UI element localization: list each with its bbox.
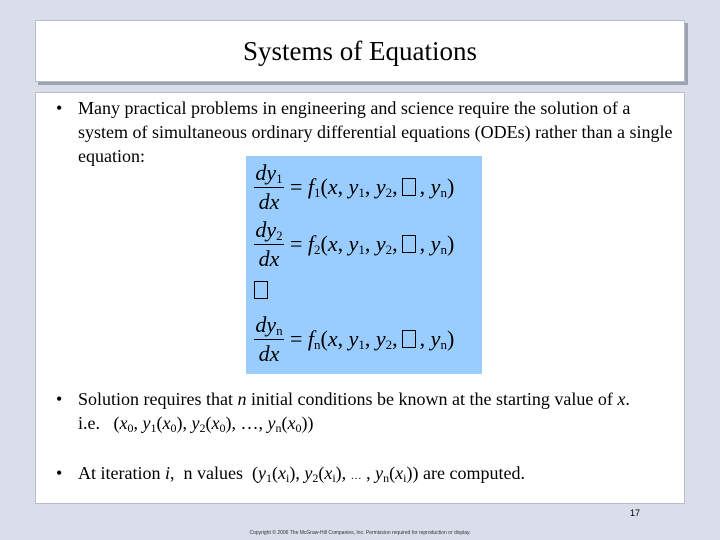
bullet-text: At iteration i, n values ($y_1(x_i)$, $y_2(x_i)$, … , $y_n(x_i)$) are computed. xyxy=(78,463,525,485)
equation-rhs-2: = $f_2(x$, $y_1$, $y_2$, , $y_n$) xyxy=(290,231,455,257)
slide-title-box xyxy=(35,20,685,82)
bullet-icon: • xyxy=(56,389,63,409)
copyright-notice: Copyright © 2006 The McGraw-Hill Companies, Inc. Permission required for reproduction or display. xyxy=(249,530,471,536)
bullet-icon: • xyxy=(56,98,63,118)
equation-rhs-1: = $f_1(x$, $y_1$, $y_2$, , $y_n$) xyxy=(290,174,455,200)
derivative-fraction-n: $dy_n$ dx xyxy=(255,312,283,366)
vertical-ellipsis-glyph xyxy=(250,280,272,303)
slide-title: Systems of Equations xyxy=(243,35,477,66)
equation-rhs-n: = $f_n(x$, $y_1$, $y_2$, , $y_n$) xyxy=(290,326,455,352)
content-panel xyxy=(35,92,685,504)
bullet-icon: • xyxy=(56,463,63,483)
bullet-text: Many practical problems in engineering and science require the solution of a system of simultaneous ordinary differential equations (ODEs) rather than a single equation: xyxy=(78,98,673,166)
bullet-initial-conditions xyxy=(56,387,681,435)
derivative-fraction-1: $dy_1$ dx xyxy=(255,160,283,214)
initial-conditions-tuple: i.e. ($x_0$, $y_1(x_0)$, $y_2(x_0)$, …, $y_n(x_0)$) xyxy=(78,413,314,435)
bullet-iteration xyxy=(56,461,681,488)
bullet-text-line1: Solution requires that n initial conditions be known at the starting value of x. xyxy=(78,389,630,409)
equation-system-box xyxy=(246,156,482,374)
derivative-fraction-2: $dy_2$ dx xyxy=(255,217,283,271)
page-number: 17 xyxy=(630,508,641,518)
